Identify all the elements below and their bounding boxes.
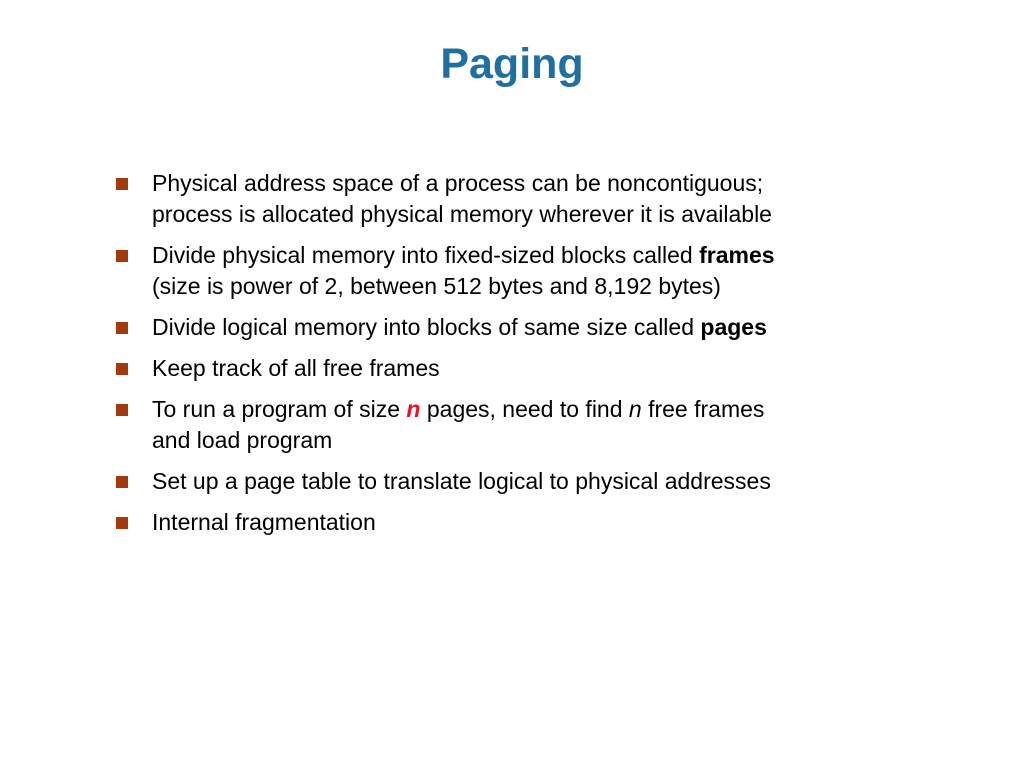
square-bullet-icon bbox=[116, 322, 128, 334]
bullet-line bbox=[152, 240, 894, 271]
bullet-item bbox=[114, 507, 894, 538]
bullet-line bbox=[152, 312, 894, 343]
bullet-item bbox=[114, 240, 894, 302]
square-bullet-icon bbox=[116, 250, 128, 262]
square-bullet-icon bbox=[116, 476, 128, 488]
bullet-text bbox=[152, 507, 894, 538]
bullet-item bbox=[114, 353, 894, 384]
square-bullet-icon bbox=[116, 404, 128, 416]
text-run: pages, need to find bbox=[420, 396, 629, 422]
text-run: Divide logical memory into blocks of same size called bbox=[152, 314, 701, 340]
bullet-item bbox=[114, 466, 894, 497]
bullet-list bbox=[114, 168, 894, 548]
text-run: Divide physical memory into fixed-sized blocks called bbox=[152, 242, 700, 268]
square-bullet-icon bbox=[116, 517, 128, 529]
bullet-item bbox=[114, 312, 894, 343]
bullet-line: and load program bbox=[152, 427, 333, 453]
text-run: free frames bbox=[641, 396, 765, 422]
bullet-text bbox=[152, 353, 894, 384]
bullet-text bbox=[152, 394, 894, 456]
red-emphasis-variable: n bbox=[406, 396, 421, 422]
bullet-line: Set up a page table to translate logical to physical addresses bbox=[152, 468, 771, 494]
slide-title: Paging bbox=[440, 40, 584, 88]
bullet-line: (size is power of 2, between 512 bytes and 8,192 bytes) bbox=[152, 273, 721, 299]
bullet-text bbox=[152, 312, 894, 343]
bullet-line: Internal fragmentation bbox=[152, 509, 376, 535]
bold-term: pages bbox=[700, 314, 767, 340]
bold-term: frames bbox=[699, 242, 775, 268]
bullet-item bbox=[114, 394, 894, 456]
bullet-text bbox=[152, 466, 894, 497]
bullet-line: Physical address space of a process can be noncontiguous; bbox=[152, 170, 764, 196]
square-bullet-icon bbox=[116, 178, 128, 190]
bullet-text bbox=[152, 168, 894, 230]
square-bullet-icon bbox=[116, 363, 128, 375]
bullet-line: process is allocated physical memory wherever it is available bbox=[152, 201, 772, 227]
bullet-text bbox=[152, 240, 894, 302]
bullet-item bbox=[114, 168, 894, 230]
text-run: To run a program of size bbox=[152, 396, 407, 422]
italic-variable: n bbox=[628, 396, 642, 422]
bullet-line bbox=[152, 394, 894, 425]
bullet-line: Keep track of all free frames bbox=[152, 355, 440, 381]
